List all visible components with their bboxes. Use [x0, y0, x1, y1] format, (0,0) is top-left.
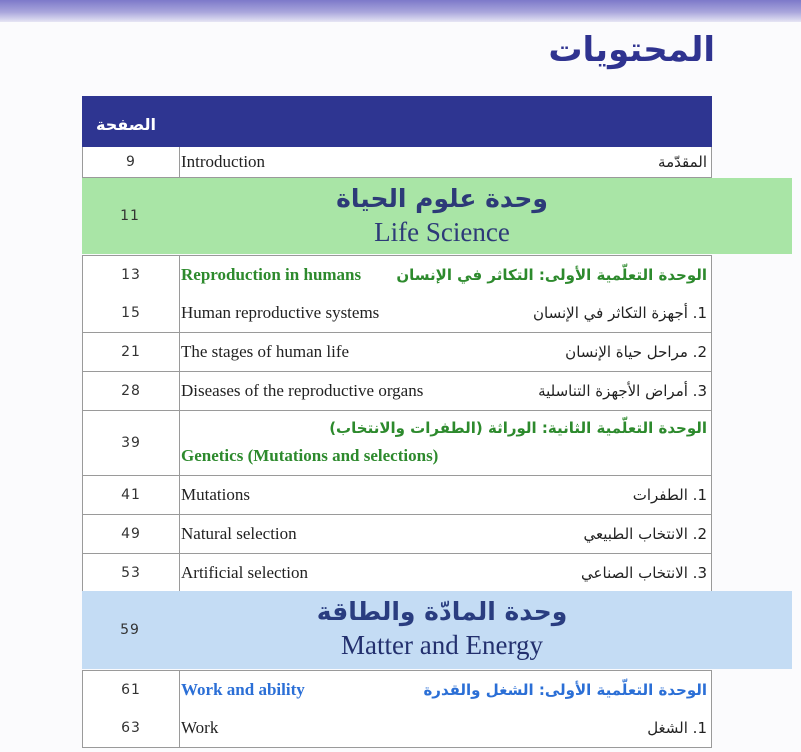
column-divider [179, 294, 180, 332]
page-number: 21 [121, 344, 141, 360]
section-title-arabic: وحدة علوم الحياة [336, 184, 548, 213]
page-number: 53 [121, 564, 141, 581]
column-divider [179, 256, 180, 294]
toc-row-introduction[interactable] [82, 147, 712, 178]
entry-arabic: 1. أجهزة التكاثر في الإنسان [533, 304, 707, 322]
entry-arabic: الوحدة التعلّمية الأولى: الشغل والقدرة [423, 681, 707, 699]
top-color-band [0, 0, 801, 22]
entry-english: Work and ability [181, 680, 305, 699]
toc-row-unit-work-ability[interactable] [82, 670, 712, 710]
entry-english: Mutations [181, 485, 250, 504]
table-header [82, 96, 712, 147]
toc-row-reproductive-diseases[interactable] [82, 372, 712, 411]
toc-row-unit-genetics[interactable] [82, 411, 712, 476]
toc-row-reproductive-systems[interactable] [82, 294, 712, 333]
entry-english: Genetics (Mutations and selections) [181, 446, 439, 465]
entry-english: Diseases of the reproductive organs [181, 381, 424, 400]
page-title: المحتويات [548, 30, 715, 70]
entry-arabic: 2. مراحل حياة الإنسان [565, 343, 707, 361]
page-number: 15 [121, 305, 141, 321]
entry-english: The stages of human life [181, 342, 350, 361]
column-divider [179, 147, 180, 177]
page-number: 28 [121, 383, 141, 399]
page-number: 61 [121, 682, 141, 698]
page-number: 59 [120, 622, 140, 638]
toc-row-unit-reproduction[interactable] [82, 255, 712, 295]
toc-row-work[interactable] [82, 709, 712, 748]
page-number: 49 [121, 526, 141, 542]
column-divider [179, 671, 180, 709]
section-life-science[interactable] [82, 178, 792, 254]
entry-arabic: الوحدة التعلّمية الثانية: الوراثة (الطفرات والانتخاب) [329, 419, 707, 437]
section-matter-energy[interactable] [82, 591, 792, 669]
entry-arabic: 3. الانتخاب الصناعي [581, 563, 707, 582]
section-title-english: Life Science [374, 217, 510, 247]
entry-arabic: 3. أمراض الأجهزة التناسلية [538, 382, 707, 400]
section-title-arabic: وحدة المادّة والطاقة [316, 597, 568, 626]
column-divider [179, 372, 180, 410]
page-number: 63 [121, 720, 141, 736]
toc-row-mutations[interactable] [82, 476, 712, 515]
page-column-label: الصفحة [96, 115, 157, 134]
column-divider [179, 554, 180, 591]
page-number: 39 [121, 435, 141, 451]
entry-arabic: 1. الطفرات [632, 486, 707, 504]
column-divider [179, 476, 180, 514]
toc-row-artificial-selection[interactable] [82, 554, 712, 592]
entry-arabic: الوحدة التعلّمية الأولى: التكاثر في الإنسان [396, 266, 707, 284]
entry-arabic: 1. الشغل [647, 719, 707, 737]
column-divider [179, 515, 180, 553]
entry-arabic: المقدّمة [658, 153, 707, 171]
page-number: 9 [126, 154, 136, 170]
page-number: 11 [120, 208, 140, 224]
column-divider [179, 333, 180, 371]
entry-english: Work [181, 718, 219, 737]
column-divider [179, 411, 180, 475]
toc-row-natural-selection[interactable] [82, 515, 712, 554]
column-divider [179, 709, 180, 747]
page-number: 13 [121, 267, 141, 283]
entry-arabic: 2. الانتخاب الطبيعي [583, 525, 707, 543]
toc-row-stages-of-life[interactable] [82, 333, 712, 372]
entry-english: Natural selection [181, 524, 297, 543]
contents-table [82, 96, 712, 752]
entry-english: Introduction [181, 152, 266, 171]
entry-english: Human reproductive systems [181, 303, 380, 322]
entry-english: Reproduction in humans [181, 265, 362, 284]
section-title-english: Matter and Energy [341, 630, 543, 660]
entry-english: Artificial selection [181, 562, 308, 582]
page-number: 41 [121, 487, 141, 503]
